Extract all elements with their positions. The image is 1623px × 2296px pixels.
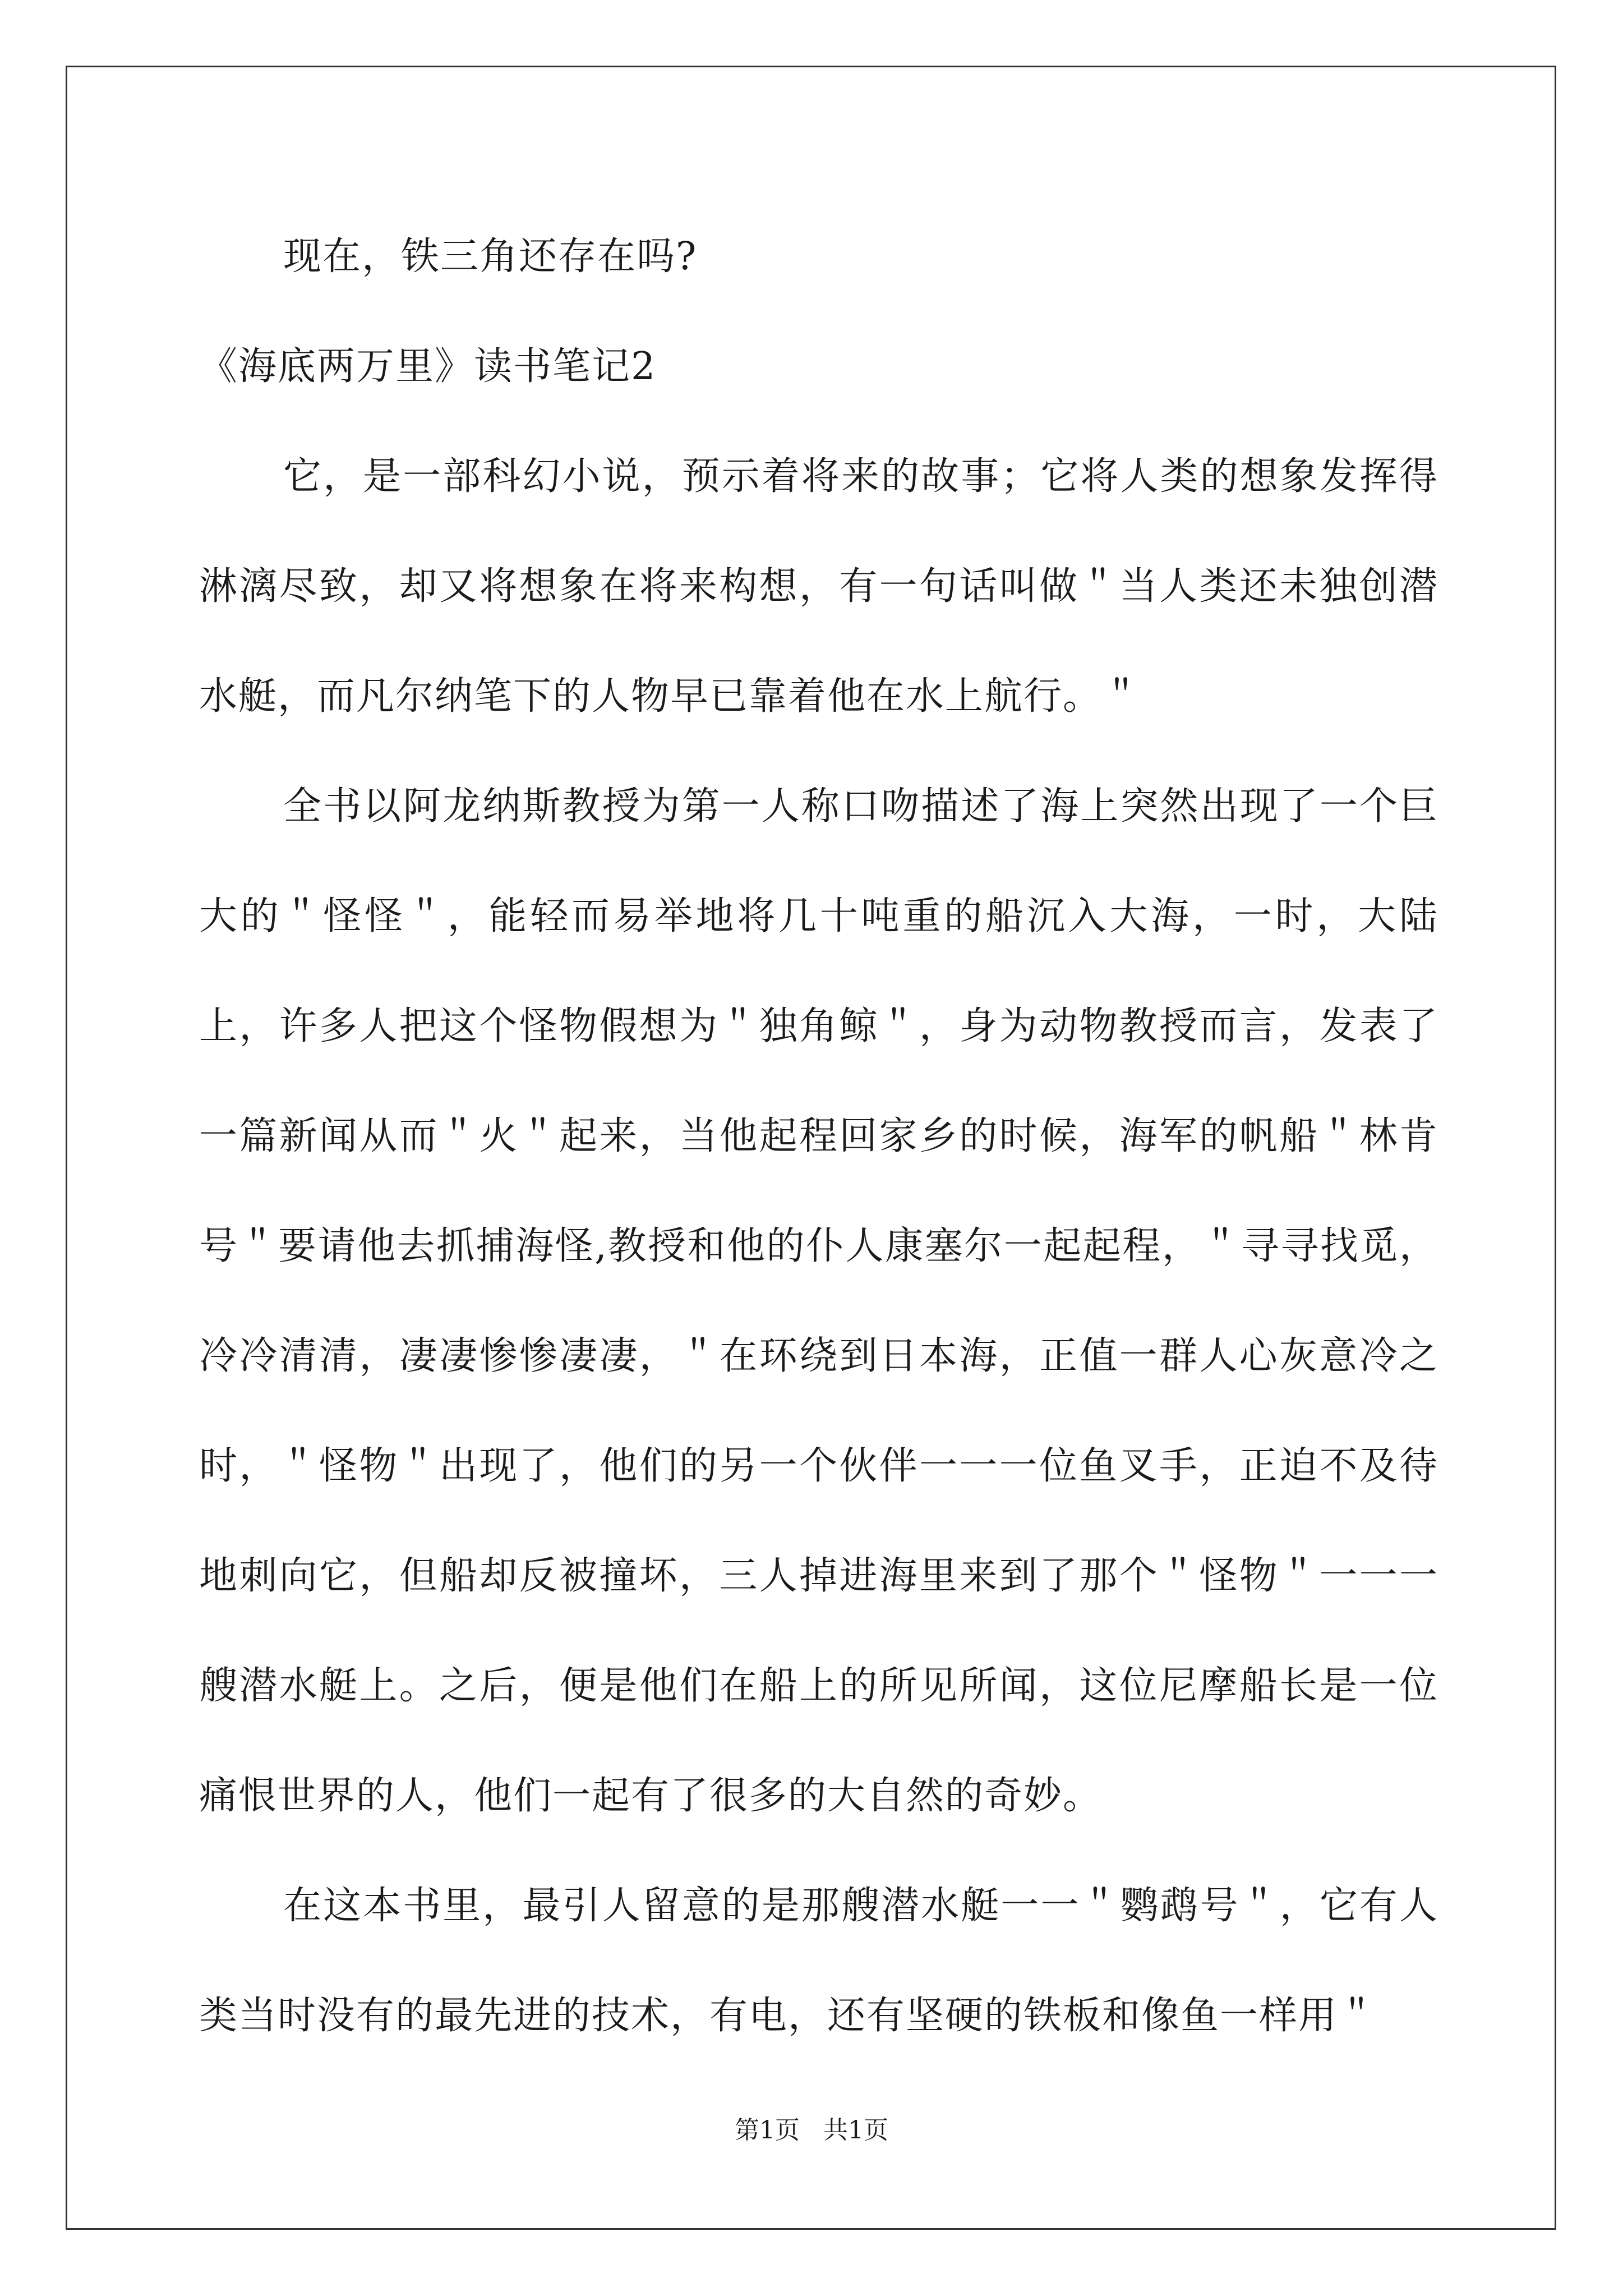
- page-footer: [0, 2114, 1623, 2147]
- page-total: 共1页: [823, 2116, 888, 2145]
- paragraph-summary: 全书以阿龙纳斯教授为第一人称口吻描述了海上突然出现了一个巨大的＂怪怪＂，能轻而易举地将几十吨重的船沉入大海，一时，大陆上，许多人把这个怪物假想为＂独角鲸＂，身为动物教授而言，发表了一篇新闻从而＂火＂起来，当他起程回家乡的时候，海军的帆船＂林肯号＂要请他去抓捕海怪,教授和他的仆人康塞尔一起起程，＂寻寻找觅，冷冷清清，凄凄惨惨凄凄，＂在环绕到日本海，正值一群人心灰意冷之时，＂怪物＂出现了，他们的另一个伙伴一一一位鱼叉手，正迫不及待地刺向它，但船却反被撞坏，三人掉进海里来到了那个＂怪物＂一一一艘潜水艇上。之后，便是他们在船上的所见所闻，这位尼摩船长是一位痛恨世界的人，他们一起有了很多的大自然的奇妙。: [199, 784, 1438, 1818]
- paragraph-question: 现在，铁三角还存在吗?: [283, 234, 698, 279]
- section-title: 《海底两万里》读书笔记2: [199, 344, 657, 389]
- page-number: 第1页: [735, 2116, 800, 2145]
- document-body: [199, 202, 1438, 2071]
- paragraph-intro: 它，是一部科幻小说，预示着将来的故事；它将人类的想象发挥得淋漓尽致，却又将想象在将来构想，有一句话叫做＂当人类还未独创潜水艇，而凡尔纳笔下的人物早已靠着他在水上航行。＂: [199, 454, 1438, 719]
- paragraph-submarine: 在这本书里，最引人留意的是那艘潜水艇一一＂鹦鹉号＂，它有人类当时没有的最先进的技术，有电，还有坚硬的铁板和像鱼一样用＂: [199, 1884, 1438, 2038]
